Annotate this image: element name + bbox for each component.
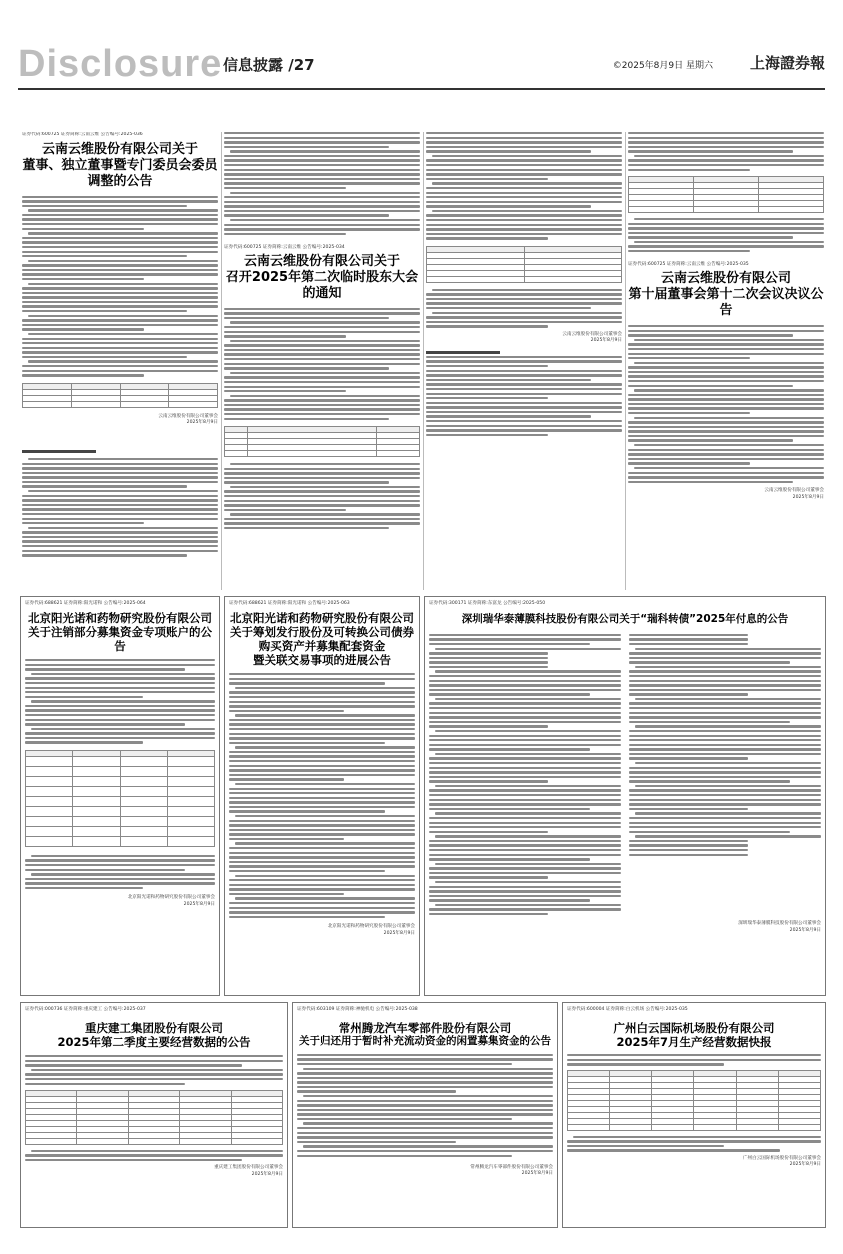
notice-signature: 云南云维股份有限公司董事会 xyxy=(158,413,218,419)
notice-title-line4: 暨关联交易事项的进展公告 xyxy=(253,653,391,668)
notice-meta: 证券代码:600725 证券简称:云南云维 公告编号:2025-035 xyxy=(628,262,749,268)
notice-airport-operating-data xyxy=(562,1002,826,1228)
notice-return-idle-funds xyxy=(292,1002,558,1228)
notice-meta: 证券代码:688621 证券简称:阳光诺和 公告编号:2025-063 xyxy=(229,601,350,606)
notice-signature: 深圳瑞华泰薄膜科技股份有限公司董事会 xyxy=(738,921,821,927)
notice-signature: 云南云维股份有限公司董事会 xyxy=(764,488,824,494)
section-title: 信息披露 /27 xyxy=(223,56,315,74)
issue-date: ©2025年8月9日 星期六 xyxy=(612,61,713,71)
notice-table xyxy=(224,426,420,457)
notice-title-line2: 2025年第二季度主要经营数据的公告 xyxy=(57,1035,251,1050)
notice-date: 2025年8月9日 xyxy=(789,927,821,933)
notice-body-right xyxy=(629,634,821,916)
notice-attachment-resumes xyxy=(22,450,218,590)
notice-title-line1: 云南云维股份有限公司关于 xyxy=(243,254,400,270)
masthead-rule xyxy=(18,88,825,90)
proxy-form-table xyxy=(426,246,622,283)
notice-convertible-bond-interest xyxy=(424,596,826,996)
notice-title-line1: 云南云维股份有限公司关于 xyxy=(41,142,198,157)
notice-title-line2: 关于注销部分募集资金专项账户的公告 xyxy=(28,625,212,654)
notice-title-line2: 关于筹划发行股份及可转换公司债券 xyxy=(230,625,414,640)
notice-date: 2025年8月9日 xyxy=(792,494,824,500)
notice-meta: 证券代码:688621 证券简称:阳光诺和 公告编号:2025-064 xyxy=(25,601,146,606)
notice-close-fund-accounts xyxy=(20,596,220,996)
operating-data-table xyxy=(25,1090,283,1145)
notice-shareholder-meeting xyxy=(224,132,420,590)
masthead xyxy=(18,42,825,86)
notice-title-line1: 常州腾龙汽车零部件股份有限公司 xyxy=(338,1021,512,1035)
notice-title-line1: 云南云维股份有限公司 xyxy=(660,271,791,287)
masthead-logo: Disclosure xyxy=(18,43,223,85)
notice-title-line2: 董事、独立董事暨专门委员会委员调整的公告 xyxy=(22,157,218,189)
notice-title-line1: 广州白云国际机场股份有限公司 xyxy=(613,1021,775,1035)
notice-table xyxy=(22,383,218,408)
newspaper-name: 上海證券報 xyxy=(749,54,825,72)
notice-title: 深圳瑞华泰薄膜科技股份有限公司关于“瑞科转债”2025年付息的公告 xyxy=(461,613,789,625)
notice-signature: 重庆建工集团股份有限公司董事会 xyxy=(214,1165,283,1171)
notice-meta: 证券代码:600725 证券简称:云南云维 公告编号:2025-036 xyxy=(22,132,143,137)
notice-meeting-continuation xyxy=(426,132,622,590)
notice-body-left xyxy=(429,634,621,916)
notice-title-line2: 2025年7月生产经营数据快报 xyxy=(616,1035,772,1050)
notice-title-line1: 重庆建工集团股份有限公司 xyxy=(85,1021,223,1035)
notice-title-line2: 召开2025年第二次临时股东大会的通知 xyxy=(225,269,419,301)
notice-date: 2025年8月9日 xyxy=(590,338,622,344)
notice-title-line1: 北京阳光诺和药物研究股份有限公司 xyxy=(230,611,414,625)
notice-date: 2025年8月9日 xyxy=(183,901,215,907)
notice-table xyxy=(628,176,824,213)
notice-date: 2025年8月9日 xyxy=(251,1171,283,1177)
notice-signature: 云南云维股份有限公司董事会 xyxy=(562,331,622,337)
notice-board-resolution xyxy=(628,132,824,590)
notice-signature: 广州白云国际机场股份有限公司董事会 xyxy=(742,1155,821,1161)
operating-data-table xyxy=(567,1070,821,1131)
notice-date: 2025年8月9日 xyxy=(521,1171,553,1177)
notice-title-line1: 北京阳光诺和药物研究股份有限公司 xyxy=(28,611,212,625)
notice-meta: 证券代码:000736 证券简称:重庆建工 公告编号:2025-037 xyxy=(25,1007,146,1012)
notice-date: 2025年8月9日 xyxy=(383,930,415,936)
notice-title-line3: 购买资产并募集配套资金 xyxy=(258,639,386,654)
notice-signature: 常州腾龙汽车零部件股份有限公司董事会 xyxy=(470,1164,553,1170)
notice-body xyxy=(22,196,218,377)
notice-meta: 证券代码:600004 证券简称:白云机场 公告编号:2025-035 xyxy=(567,1007,688,1012)
notice-title-line2: 第十届董事会第十二次会议决议公告 xyxy=(628,287,824,319)
notice-meta: 证券代码:603109 证券简称:神驰机电 公告编号:2025-038 xyxy=(297,1007,418,1012)
notice-date: 2025年8月9日 xyxy=(186,420,218,426)
notice-signature: 北京阳光诺和药物研究股份有限公司董事会 xyxy=(327,924,415,930)
notice-director-adjustment xyxy=(22,132,218,444)
notice-date: 2025年8月9日 xyxy=(789,1162,821,1168)
notice-signature: 北京阳光诺和药物研究股份有限公司董事会 xyxy=(127,895,215,901)
bank-accounts-table xyxy=(25,750,215,847)
notice-q2-operating-data xyxy=(20,1002,288,1228)
notice-meta: 证券代码:600725 证券简称:云南云维 公告编号:2025-034 xyxy=(224,245,345,251)
notice-title-line2: 关于归还用于暂时补充流动资金的闲置募集资金的公告 xyxy=(299,1035,551,1048)
notice-asset-acquisition-progress xyxy=(224,596,420,996)
notice-meta: 证券代码:300171 证券简称:东富龙 公告编号:2025-050 xyxy=(429,601,546,606)
